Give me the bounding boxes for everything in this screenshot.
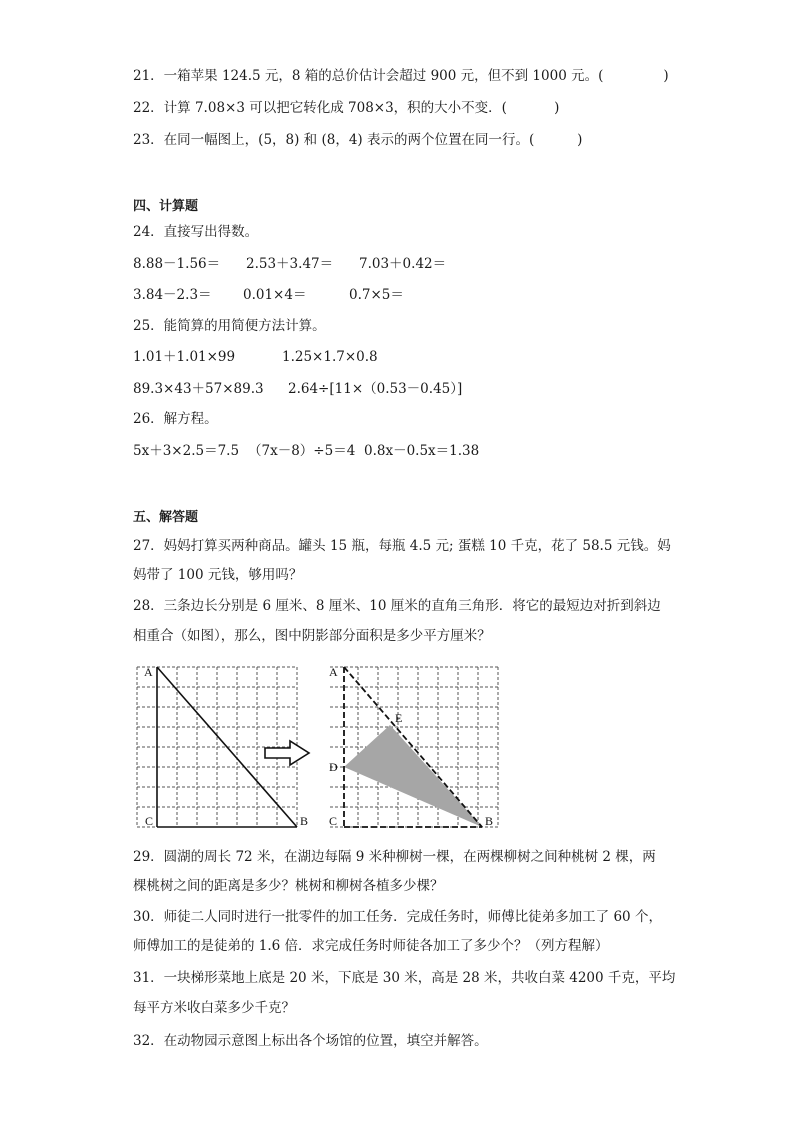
question-28-line-2: 相重合（如图），那么，图中阴影部分面积是多少平方厘米？	[133, 628, 491, 644]
left-grid	[137, 667, 297, 827]
left-label-B: B	[300, 814, 309, 828]
q25-item: 2.64÷[11×（0.53－0.45）]	[288, 381, 463, 397]
right-label-E: E	[395, 711, 403, 725]
left-label-A: A	[144, 665, 153, 679]
question-27-line-2: 妈带了 100 元钱，够用吗？	[133, 567, 303, 583]
shaded-region	[344, 725, 482, 827]
q24-item: 2.53＋3.47＝	[246, 256, 334, 272]
q24-item: 8.88－1.56＝	[133, 256, 221, 272]
question-22: 22．计算 7.08×3 可以把它转化成 708×3，积的大小不变．( )	[133, 100, 560, 116]
q25-item: 1.01＋1.01×99	[133, 349, 236, 365]
right-grid	[330, 667, 498, 827]
right-label-D: D	[329, 760, 338, 774]
q26-item: （7x－8）÷5＝4	[248, 443, 356, 459]
q26-item: 5x＋3×2.5＝7.5	[133, 443, 240, 459]
right-label-C: C	[329, 814, 338, 828]
question-23: 23．在同一幅图上，(5，8) 和 (8，4) 表示的两个位置在同一行。( )	[133, 132, 583, 148]
question-29-line-2: 棵桃树之间的距离是多少？桃树和柳树各植多少棵？	[133, 878, 444, 894]
question-21: 21．一箱苹果 124.5 元，8 箱的总价估计会超过 900 元，但不到 1000 元。( )	[133, 68, 669, 84]
arrow-right-icon	[265, 741, 309, 765]
q24-item: 0.01×4＝	[243, 287, 307, 303]
question-31-line-1: 31．一块梯形菜地上底是 20 米，下底是 30 米，高是 28 米，共收白菜 4200 千克，平均	[133, 970, 676, 986]
triangle-fold-figure	[130, 660, 502, 836]
question-25: 25．能简算的用简便方法计算。	[133, 318, 326, 334]
question-26: 26．解方程。	[133, 411, 218, 427]
question-28-line-1: 28．三条边长分别是 6 厘米、8 厘米、10 厘米的直角三角形．将它的最短边对折到斜边	[133, 598, 661, 614]
q26-item: 0.8x－0.5x＝1.38	[364, 443, 480, 459]
question-27-line-1: 27．妈妈打算买两种商品。罐头 15 瓶，每瓶 4.5 元; 蛋糕 10 千克，花了 58.5 元钱。妈	[133, 538, 671, 554]
q24-item: 3.84－2.3＝	[133, 287, 212, 303]
question-30-line-1: 30．师徒二人同时进行一批零件的加工任务．完成任务时，师傅比徒弟多加工了 60 个，	[133, 909, 662, 925]
q25-item: 1.25×1.7×0.8	[282, 349, 378, 365]
left-label-C: C	[145, 814, 154, 828]
q24-item: 7.03＋0.42＝	[359, 256, 447, 272]
right-label-B: B	[485, 814, 494, 828]
question-31-line-2: 每平方米收白菜多少千克？	[133, 1000, 295, 1016]
question-30-line-2: 师傅加工的是徒弟的 1.6 倍．求完成任务时师徒各加工了多少个？（列方程解）	[133, 938, 609, 954]
q24-item: 0.7×5＝	[349, 287, 404, 303]
question-32: 32．在动物园示意图上标出各个场馆的位置，填空并解答。	[133, 1033, 488, 1049]
section-heading-solve: 五、解答题	[133, 510, 199, 525]
right-label-A: A	[329, 665, 338, 679]
q25-item: 89.3×43＋57×89.3	[133, 381, 264, 397]
question-29-line-1: 29．圆湖的周长 72 米，在湖边每隔 9 米种柳树一棵，在两棵柳树之间种桃树 2 棵，两	[133, 849, 656, 865]
question-24: 24．直接写出得数。	[133, 224, 259, 240]
section-heading-calc: 四、计算题	[133, 199, 199, 214]
